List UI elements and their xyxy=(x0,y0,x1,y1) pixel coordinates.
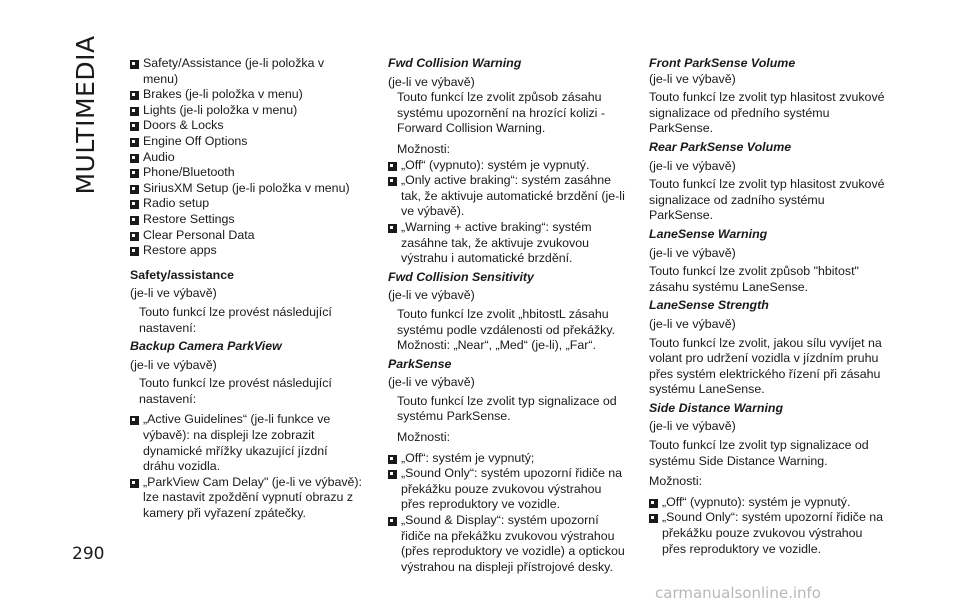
list-item: Radio setup xyxy=(130,196,362,212)
list-item: Doors & Locks xyxy=(130,118,362,134)
paragraph: Touto funkcí lze zvolit typ signalizace od systému ParkSense. xyxy=(397,393,617,424)
list-item: Lights (je-li položka v menu) xyxy=(130,103,362,119)
list-item: „Off“: systém je vypnutý; xyxy=(388,451,626,467)
bullet-icon xyxy=(388,470,397,479)
list-item: „Off“ (vypnuto): systém je vypnutý. xyxy=(388,158,626,174)
list-item: Safety/Assistance (je-li položka v menu) xyxy=(130,56,362,87)
if-equipped-note: (je-li ve výbavě) xyxy=(649,158,736,173)
paragraph: Možnosti: „Near“, „Med“ (je-li), „Far“. xyxy=(397,338,596,353)
bullet-icon xyxy=(130,154,139,163)
bullet-icon xyxy=(130,122,139,131)
bullet-icon xyxy=(130,185,139,194)
list-item: Brakes (je-li položka v menu) xyxy=(130,87,362,103)
options-label: Možnosti: xyxy=(649,474,703,489)
bullet-icon xyxy=(130,200,139,209)
bullet-icon xyxy=(130,416,139,425)
page-number: 290 xyxy=(72,544,105,564)
paragraph: Touto funkcí lze zvolit způsob zásahu systému upozornění na hrozící kolizi - Forward Collision Warning. xyxy=(397,90,605,136)
subheading: LaneSense Warning xyxy=(649,226,768,241)
list-item: „Sound Only“: systém upozorní řidiče na překážku pouze zvukovou výstrahou přes reproduktory ve vozidle. xyxy=(649,510,889,557)
if-equipped-note: (je-li ve výbavě) xyxy=(649,316,736,331)
if-equipped-note: (je-li ve výbavě) xyxy=(649,71,736,86)
subheading: Fwd Collision Sensitivity xyxy=(388,269,534,284)
list-item: Engine Off Options xyxy=(130,134,362,150)
paragraph: Touto funkcí lze provést následující nastavení: xyxy=(139,304,332,335)
list-item: Restore Settings xyxy=(130,212,362,228)
column-3 xyxy=(649,56,889,557)
list-item: „Active Guidelines“ (je-li funkce ve výbavě): na displeji lze zobrazit dynamické mřížky ukazující jízdní dráhu vozidla. xyxy=(130,412,362,474)
bullet-icon xyxy=(388,224,397,233)
chapter-title-text: MULTIMEDIA xyxy=(71,35,101,195)
paragraph: Touto funkcí lze zvolit typ hlasitost zvukové signalizace od zadního systému ParkSense. xyxy=(649,177,885,223)
list-item: Clear Personal Data xyxy=(130,228,362,244)
paragraph: Touto funkcí lze zvolit „hbitostL zásahu systému podle vzdálenosti od překážky. xyxy=(397,306,616,337)
chapter-title xyxy=(71,35,101,195)
bullet-icon xyxy=(388,455,397,464)
subheading: Side Distance Warning xyxy=(649,400,784,415)
menu-list xyxy=(130,56,362,259)
paragraph: Touto funkcí lze zvolit, jakou sílu vyvíjet na volant pro udržení vozidla v jízdním pruhu přes systém elektrického řízení při zásahu systému LaneSense. xyxy=(649,335,882,397)
options-label: Možnosti: xyxy=(397,430,451,445)
list-item: Audio xyxy=(130,150,362,166)
list-item: „Sound & Display“: systém upozorní řidiče na překážku zvukovou výstrahou (přes reproduktory ve vozidle) a optickou výstrahou na displeji přístrojové desky. xyxy=(388,513,626,575)
subheading: LaneSense Strength xyxy=(649,298,769,313)
bullet-icon xyxy=(130,60,139,69)
subheading: Backup Camera ParkView xyxy=(130,339,282,354)
bullet-icon xyxy=(130,138,139,147)
paragraph: Touto funkcí lze zvolit způsob "hbitost" zásahu systému LaneSense. xyxy=(649,264,859,294)
bullet-icon xyxy=(130,479,139,488)
bullet-icon xyxy=(649,499,658,508)
bullet-icon xyxy=(130,169,139,178)
if-equipped-note: (je-li ve výbavě) xyxy=(388,74,475,89)
bullet-icon xyxy=(130,91,139,100)
if-equipped-note: (je-li ve výbavě) xyxy=(649,245,736,260)
if-equipped-note: (je-li ve výbavě) xyxy=(388,288,475,303)
bullet-icon xyxy=(649,514,658,523)
bullet-icon xyxy=(130,247,139,256)
subheading: Fwd Collision Warning xyxy=(388,56,522,70)
watermark: carmanualsonline.info xyxy=(655,584,821,602)
list-item: „Warning + active braking“: systém zasáhne tak, že aktivuje zvukovou výstrahu i automatické brzdění. xyxy=(388,220,626,267)
bullet-icon xyxy=(388,177,397,186)
list-item: „Sound Only“: systém upozorní řidiče na překážku pouze zvukovou výstrahou přes reproduktory ve vozidle. xyxy=(388,466,626,513)
if-equipped-note: (je-li ve výbavě) xyxy=(130,286,217,301)
section-heading: Safety/assistance xyxy=(130,267,235,282)
subheading: Rear ParkSense Volume xyxy=(649,139,792,154)
list-item: „Off“ (vypnuto): systém je vypnutý. xyxy=(649,495,889,511)
bullet-icon xyxy=(130,107,139,116)
bullet-icon xyxy=(130,216,139,225)
if-equipped-note: (je-li ve výbavě) xyxy=(388,375,475,390)
list-item: Restore apps xyxy=(130,243,362,259)
column-2 xyxy=(388,56,626,575)
subheading: ParkSense xyxy=(388,356,452,371)
subheading: Front ParkSense Volume xyxy=(649,56,796,70)
options-label: Možnosti: xyxy=(397,141,451,156)
bullet-icon xyxy=(388,162,397,171)
list-item: „ParkView Cam Delay" (je-li ve výbavě): lze nastavit zpoždění vypnutí obrazu z kamery při vyřazení zpátečky. xyxy=(130,475,362,522)
paragraph: Touto funkcí lze zvolit typ signalizace od systému Side Distance Warning. xyxy=(649,438,869,468)
list-item: Phone/Bluetooth xyxy=(130,165,362,181)
column-1 xyxy=(130,56,362,522)
list-item: „Only active braking“: systém zasáhne tak, že aktivuje automatické brzdění (je-li ve výbavě). xyxy=(388,173,626,220)
bullet-icon xyxy=(130,232,139,241)
paragraph: Touto funkcí lze provést následující nastavení: xyxy=(139,376,332,406)
if-equipped-note: (je-li ve výbavě) xyxy=(649,419,736,434)
paragraph: Touto funkcí lze zvolit typ hlasitost zvukové signalizace od předního systému ParkSense. xyxy=(649,90,885,136)
bullet-icon xyxy=(388,517,397,526)
list-item: SiriusXM Setup (je-li položka v menu) xyxy=(130,181,362,197)
if-equipped-note: (je-li ve výbavě) xyxy=(130,357,217,372)
